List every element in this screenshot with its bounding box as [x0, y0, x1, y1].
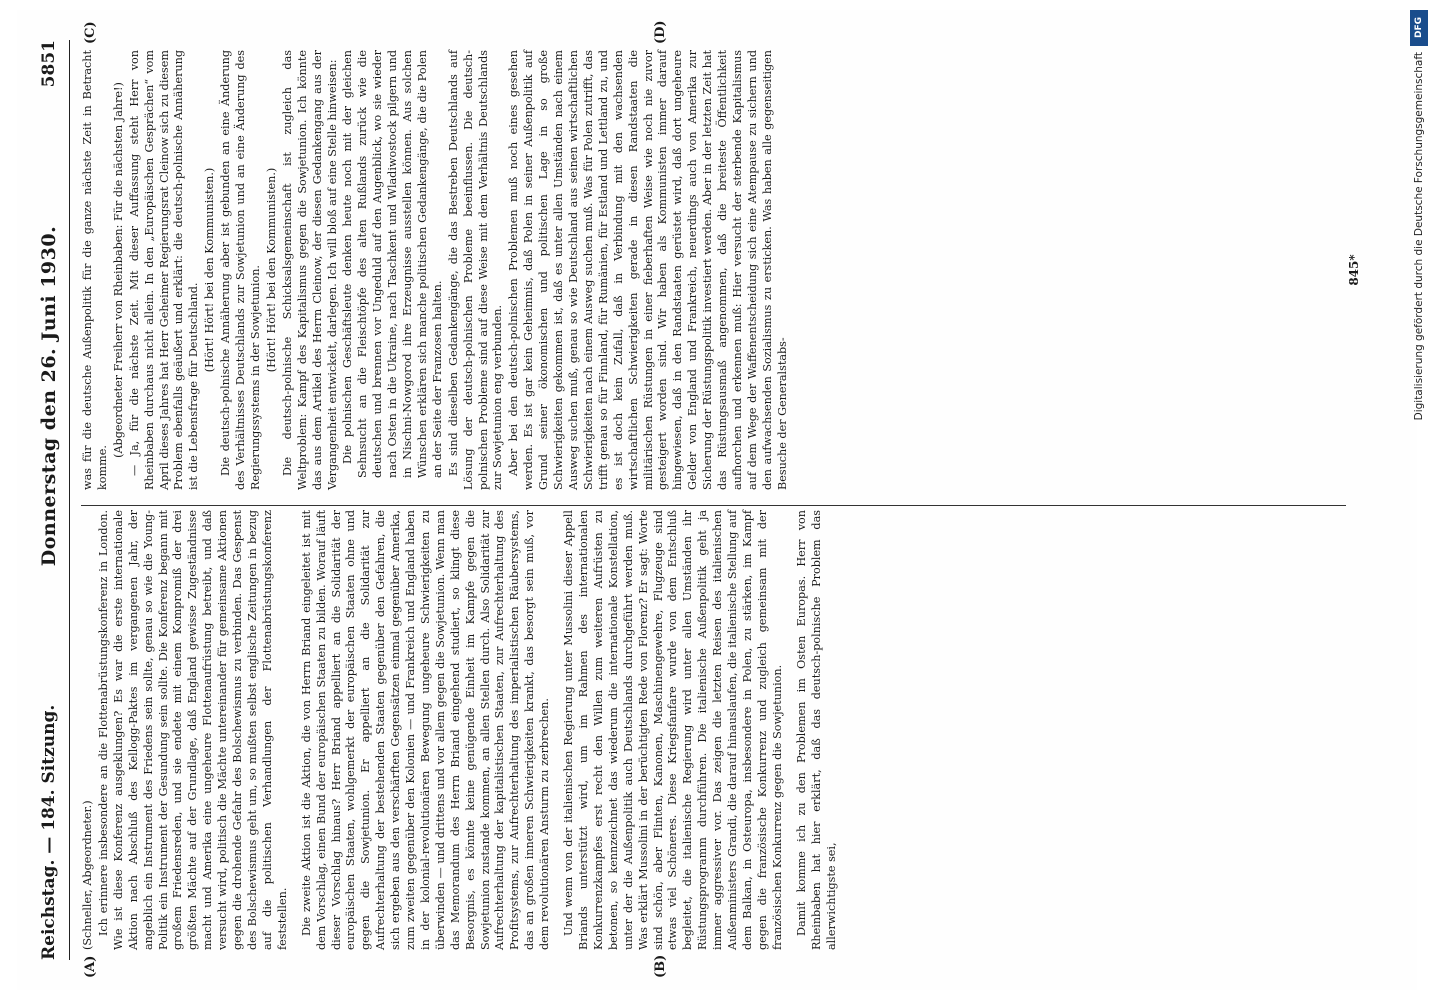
left-column [81, 510, 840, 950]
margin-marker-d: (D) [653, 20, 668, 44]
header-date: Donnerstag den 26. Juni 1930. [38, 225, 60, 567]
credit-text: Digitalisierung gefördert durch die Deutsche Forschungsgemeinschaft [1413, 52, 1425, 421]
paragraph: Die deutsch-polnische Schicksalsgemeinschaft ist zugleich das Weltproblem: Kampf des Kapitalismus gegen die Sowjetunion. Ich könnte das aus dem Artikel des Herrn Cleinow, der diesen Gedankengang aus der Vergangenheit entwickelt, darlegen. Ich will bloß auf eine Stelle hinweisen: [280, 50, 339, 490]
page-header [29, 40, 70, 960]
speaker-intro: (Schneller, Abgeordneter.) [81, 800, 94, 950]
digitisation-credit [1408, 6, 1430, 994]
paragraph: Ich erinnere insbesondere an die Flottenabrüstungskonferenz in London. Wie ist diese Konferenz ausgeklungen? Es war die erste internationale Aktion nach Abschluß des Kellogg-Paktes im vergangenen Jahr, der angeblich ein Instrument des Friedens sein sollte, genau so wie die Young-Politik ein Instrument der Gesundung sein sollte. Die Konferenz begann mit großem Friedensreden, und sie endete mit einem Kompromiß der drei größten Mächte auf der Grundlage, daß England gewisse Zugeständnisse macht und Amerika eine ungeheure Flottenaufrüstung betreibt, und daß versucht wird, politisch die Mächte untereinander für gemeinsame Aktionen gegen die drohende Gefahr des Bolschewismus zu verbinden. Das Gespenst des Bolschewismus geht um, so mußten selbst englische Zeitungen in bezug auf die politischen Verhandlungen der Flottenabrüstungskonferenz feststellen. [96, 510, 289, 950]
paragraph: — Ja, für die nächste Zeit. Mit dieser Auffassung steht Herr von Rheinbaben durchaus nicht allein. In den „Europäischen Gesprächen“ vom April dieses Jahres hat Herr Geheimer Regierungsrat Cleinow sich zu diesem Problem ebenfalls geäußert und erklärt: die deutsch-polnische Annäherung ist die Lebensfrage für Deutschland. [127, 50, 201, 490]
paragraph: Die deutsch-polnische Annäherung aber ist gebunden an eine Änderung des Verhältnisses Deutschlands zur Sowjetunion und an eine Änderung des Regierungssystems in der Sowjetunion. [219, 50, 262, 490]
rotated-document-page [17, 10, 1417, 990]
sheet-number: 845* [1347, 254, 1361, 286]
header-page-number: 5851 [39, 40, 59, 88]
interjection: (Abgeordneter Freiherr von Rheinbaben: Für die nächsten Jahre!) [111, 82, 125, 458]
margin-marker-a: (A) [83, 955, 98, 978]
paragraph: Es sind dieselben Gedankengänge, die das Bestreben Deutschlands auf Lösung der deutsch-polnischen Probleme beeinflussen. Die deutsch-polnischen Probleme sind auf diese Weise mit dem Verhältnis Deutschlands zur Sowjetunion eng verbunden. [446, 50, 505, 490]
column-divider [81, 505, 1346, 506]
dfg-logo-text: DFG [1414, 17, 1424, 39]
paragraph: Damit komme ich zu den Problemen im Osten Europas. Herr von Rheinbaben hat hier erklärt, daß das deutsch-polnische Problem das allerwichtigste sei, [794, 510, 838, 950]
paragraph: Aber bei den deutsch-polnischen Problemen muß noch eines gesehen werden. Es ist gar kein Geheimnis, daß Polen in seiner Außenpolitik auf Grund seiner ökonomischen und politischen Lage in so große Schwierigkeiten gekommen ist, daß es unter allen Umständen nach einem Ausweg suchen muß, genau so wie Deutschland aus seinen wirtschaftlichen Schwierigkeiten nach einem Ausweg suchen muß. Was für Polen zutrifft, das trifft genau so für Finnland, für Rumänien, für Estland und Lettland zu, und es ist doch kein Zufall, daß in Verbindung mit den wachsenden wirtschaftlichen Schwierigkeiten gerade in diesen Randstaaten die militärischen Rüstungen in einer fieberhaften Weise wie noch nie zuvor gesteigert worden sind. Wir haben als Kommunisten immer darauf hingewiesen, daß in den Randstaaten gerüstet wird, daß dort ungeheure Gelder von England und Frankreich, neuerdings auch von Amerika zur Sicherung der Rüstungspolitik investiert werden. Aber in der letzten Zeit hat das Rüstungsausmaß angenommen, daß die breiteste Öffentlichkeit aufhorchen und erkennen muß: Hier versucht der sterbende Kapitalismus auf dem Wege der Waffenentscheidung sich eine Atempause zu sichern und den aufwachsenden Sozialismus zu ersticken. Was haben alle gegenseitigen Besuche der Generalstabs- [507, 50, 789, 490]
paragraph: Und wenn von der italienischen Regierung unter Mussolini dieser Appell Briands unterstützt wird, um im Rahmen des internationalen Konkurrenzkampfes erst recht den Willen zum weiteren Aufrüsten zu betonen, so kennzeichnet das wiederum die internationale Konstellation, unter der die Außenpolitik auch Deutschlands durchgeführt werden muß. Was erklärt Mussolini in der berüchtigten Rede von Florenz? Er sagt: Worte sind schön, aber Flinten, Kanonen, Maschinengewehre, Flugzeuge sind etwas viel Schöneres. Diese Kriegsfanfare wurde von dem Entschluß begleitet, die italienische Regierung wird unter allen Umständen ihr Rüstungsprogramm durchführen. Die italienische Außenpolitik geht ja immer aggressiver vor. Das zeigen die letzten Reisen des italienischen Außenministers Grandi, die darauf hinauslaufen, die italienische Stellung auf dem Balkan, in Osteuropa, insbesondere in Polen, zu stärken, im Kampf gegen die französische Konkurrenz und zugleich gemeinsam mit der französischen Konkurrenz gegen die Sowjetunion. [562, 510, 784, 950]
header-session: Reichstag. — 184. Sitzung. [39, 704, 59, 960]
paragraph: Die zweite Aktion ist die Aktion, die von Herrn Briand eingeleitet ist mit dem Vorschlag, einen Bund der europäischen Staaten zu bilden. Worauf läuft dieser Vorschlag hinaus? Herr Briand appelliert an die Solidarität der europäischen Staaten, wohlgemerkt der europäischen Staaten ohne und gegen die Sowjetunion. Er appelliert an die Solidarität zur Aufrechterhaltung der bestehenden Staaten gegenüber den Gefahren, die sich ergeben aus den verschärften Gegensätzen einmal gegenüber Amerika, zum zweiten gegenüber den Kolonien — und Frankreich und England haben in der kolonial-revolutionären Bewegung ungeheure Schwierigkeiten zu überwinden — und drittens und vor allem gegen die Sowjetunion. Wenn man das Memorandum des Herrn Briand eingehend studiert, so klingt diese Besorgnis, es könnte keine genügende Einheit im Kampfe gegen die Sowjetunion zustande kommen, an allen Stellen durch. Also Solidarität zur Aufrechterhaltung der kapitalistischen Staaten, zur Aufrechterhaltung des Profitsystems, zur Aufrechterhaltung des imperialistischen Räubersystems, das an großen inneren Schwierigkeiten krankt, das besorgt sein muß, vor dem revolutionären Ansturm zu zerbrechen. [299, 510, 552, 950]
interjection: (Hört! Hört! bei den Kommunisten.) [203, 167, 217, 373]
margin-marker-b: (B) [653, 954, 668, 978]
right-column [81, 50, 792, 490]
interjection: (Hört! Hört! bei den Kommunisten.) [264, 167, 278, 373]
margin-marker-c: (C) [83, 21, 98, 44]
paragraph: was für die deutsche Außenpolitik für die ganze nächste Zeit in Betracht komme. [81, 50, 109, 490]
block-quote: Die polnischen Geschäftsleute denken heute noch mit der gleichen Sehnsucht an die Fleischtöpfe des alten Rußlands zurück wie die deutschen und brennen vor Ungeduld auf den Augenblick, wo sie wieder nach Osten in die Ukraine, nach Taschkent und Wladiwostock pilgern und in Nischni-Nowgorod ihre Erzeugnisse ausstellen können. Aus solchen Wünschen erklären sich manche politischen Gedankengänge, die die Polen an der Seite der Franzosen halten. [341, 50, 444, 478]
dfg-logo [1410, 10, 1428, 46]
